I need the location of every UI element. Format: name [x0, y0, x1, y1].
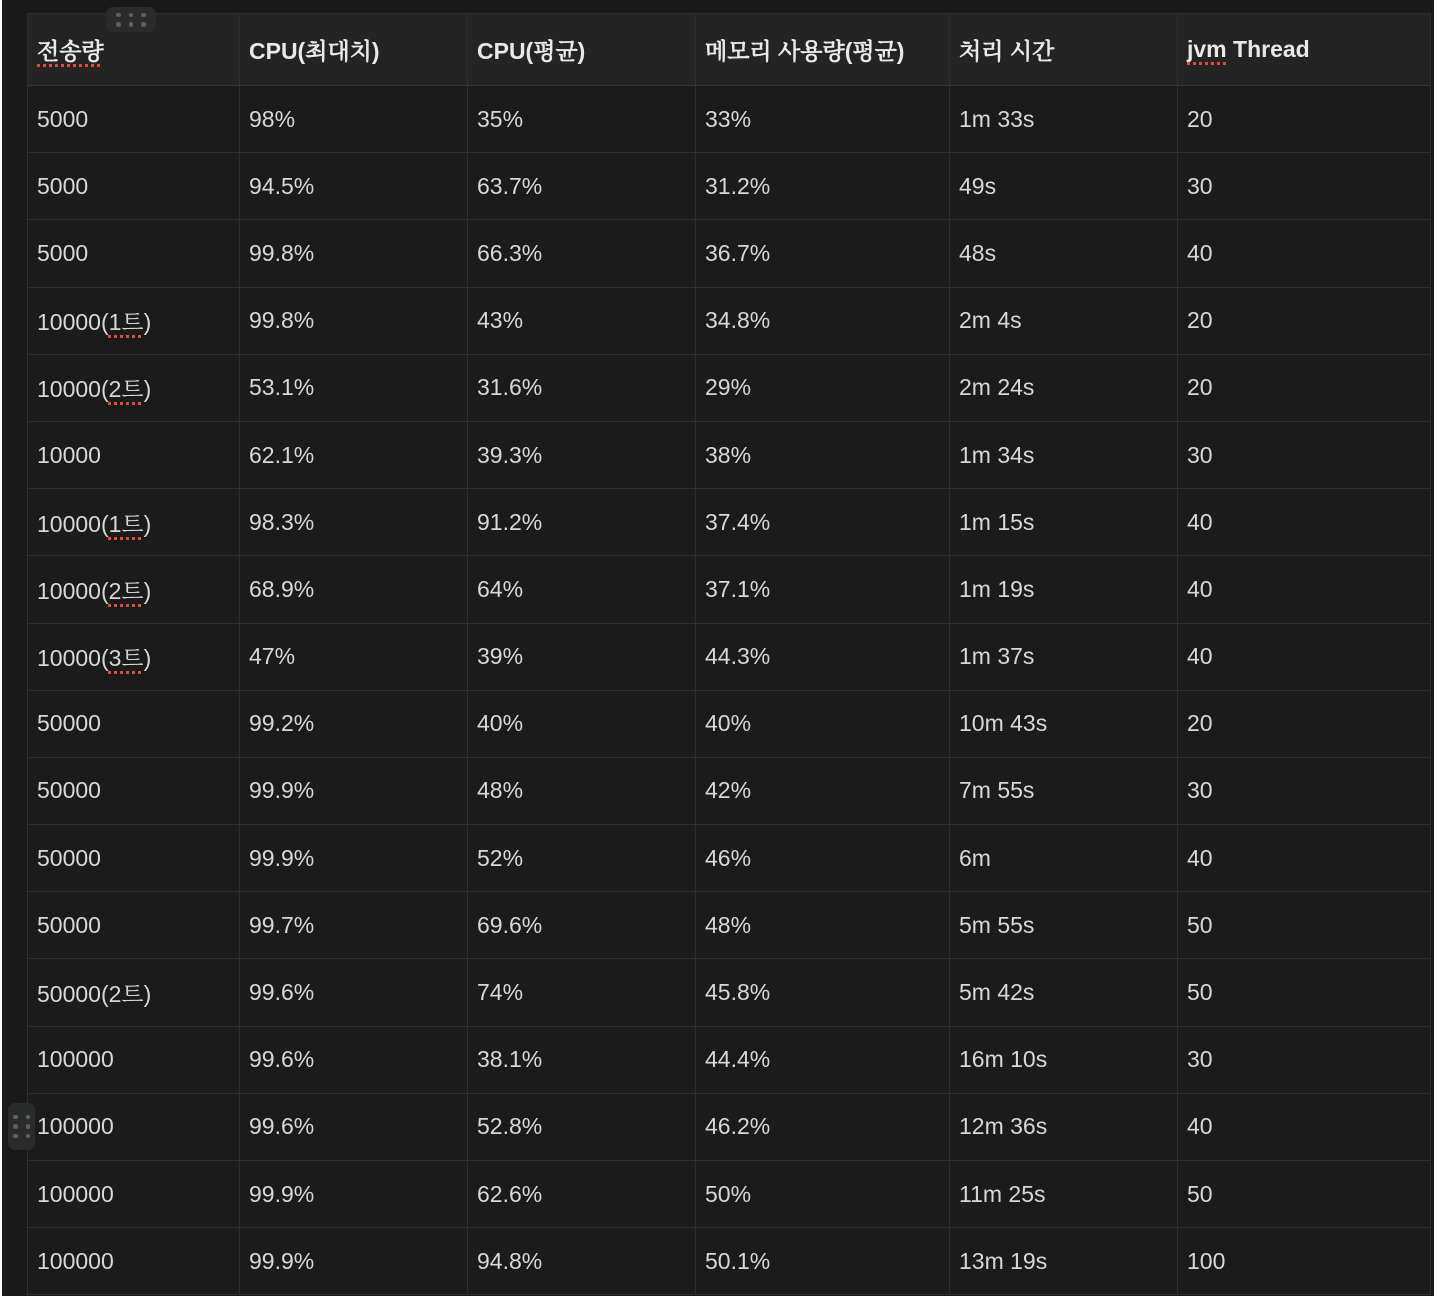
cell-cpu-max[interactable]: 99.6%: [240, 959, 468, 1026]
cell-memory-usage-avg[interactable]: 50%: [696, 1161, 950, 1228]
header-processing-time[interactable]: [950, 14, 1178, 86]
cell-cpu-avg[interactable]: 94.8%: [468, 1228, 696, 1295]
table-row: [28, 86, 1431, 153]
header-text: CPU(평균): [477, 38, 586, 64]
cell-transfer-amount[interactable]: [28, 287, 240, 354]
cell-jvm-thread[interactable]: 40: [1178, 489, 1431, 556]
table-row: [28, 757, 1431, 824]
cell-cpu-avg[interactable]: 38.1%: [468, 1026, 696, 1093]
cell-jvm-thread[interactable]: 40: [1178, 825, 1431, 892]
cell-cpu-avg[interactable]: 48%: [468, 757, 696, 824]
cell-memory-usage-avg[interactable]: 45.8%: [696, 959, 950, 1026]
cell-text: 50000: [37, 911, 101, 938]
cell-cpu-avg[interactable]: 43%: [468, 287, 696, 354]
cell-cpu-max[interactable]: 99.9%: [240, 1161, 468, 1228]
cell-jvm-thread[interactable]: 40: [1178, 623, 1431, 690]
cell-text: 10000(: [37, 376, 109, 403]
table-row: [28, 489, 1431, 556]
cell-processing-time[interactable]: 1m 34s: [950, 421, 1178, 488]
cell-processing-time[interactable]: 5m 55s: [950, 892, 1178, 959]
cell-processing-time[interactable]: 6m: [950, 825, 1178, 892]
cell-memory-usage-avg[interactable]: 31.2%: [696, 153, 950, 220]
cell-text: 50000(2트): [37, 981, 152, 1008]
cell-text: 100000: [37, 1247, 114, 1274]
cell-memory-usage-avg[interactable]: 29%: [696, 354, 950, 421]
cell-transfer-amount[interactable]: [28, 354, 240, 421]
cell-processing-time[interactable]: 12m 36s: [950, 1093, 1178, 1160]
cell-transfer-amount[interactable]: [28, 892, 240, 959]
cell-cpu-avg[interactable]: 69.6%: [468, 892, 696, 959]
table-row: [28, 1093, 1431, 1160]
table-row: [28, 1228, 1431, 1295]
cell-processing-time[interactable]: 2m 24s: [950, 354, 1178, 421]
cell-processing-time[interactable]: 13m 19s: [950, 1228, 1178, 1295]
cell-jvm-thread[interactable]: 50: [1178, 892, 1431, 959]
performance-table: [27, 13, 1431, 1295]
cell-text: 10000(: [37, 309, 109, 336]
cell-cpu-avg[interactable]: 52.8%: [468, 1093, 696, 1160]
table-body: [28, 86, 1431, 1295]
cell-cpu-avg[interactable]: 39%: [468, 623, 696, 690]
cell-transfer-amount[interactable]: [28, 1026, 240, 1093]
cell-memory-usage-avg[interactable]: 37.4%: [696, 489, 950, 556]
cell-cpu-max[interactable]: 53.1%: [240, 354, 468, 421]
cell-cpu-max[interactable]: 98.3%: [240, 489, 468, 556]
cell-transfer-amount[interactable]: [28, 489, 240, 556]
cell-processing-time[interactable]: 11m 25s: [950, 1161, 1178, 1228]
cell-cpu-max[interactable]: 99.6%: [240, 1026, 468, 1093]
table-row: [28, 959, 1431, 1026]
cell-text: 10000(: [37, 645, 109, 672]
cell-jvm-thread[interactable]: 50: [1178, 1161, 1431, 1228]
header-text: CPU(최대치): [249, 38, 380, 64]
cell-cpu-max[interactable]: 62.1%: [240, 421, 468, 488]
cell-cpu-max[interactable]: 99.6%: [240, 1093, 468, 1160]
cell-text: 100000: [37, 1180, 114, 1207]
cell-processing-time[interactable]: 10m 43s: [950, 690, 1178, 757]
table-header-row: [28, 14, 1431, 86]
page-background: [2, 0, 1434, 1296]
spellcheck-underlined-text: 2트: [108, 376, 144, 403]
header-cpu-avg[interactable]: [468, 14, 696, 86]
cell-text: ): [143, 510, 152, 537]
cell-cpu-max[interactable]: 99.9%: [240, 1228, 468, 1295]
cell-cpu-max[interactable]: 47%: [240, 623, 468, 690]
cell-memory-usage-avg[interactable]: 37.1%: [696, 556, 950, 623]
cell-jvm-thread[interactable]: 30: [1178, 153, 1431, 220]
cell-text: 50000: [37, 710, 101, 737]
table-row: [28, 354, 1431, 421]
cell-text: 100000: [37, 1046, 114, 1073]
cell-text: 100000: [37, 1113, 114, 1140]
cell-text: 10000(: [37, 510, 109, 537]
cell-transfer-amount[interactable]: [28, 153, 240, 220]
cell-cpu-avg[interactable]: 91.2%: [468, 489, 696, 556]
table-row: [28, 825, 1431, 892]
cell-transfer-amount[interactable]: [28, 86, 240, 153]
cell-processing-time[interactable]: 2m 4s: [950, 287, 1178, 354]
cell-transfer-amount[interactable]: [28, 959, 240, 1026]
header-cpu-max[interactable]: [240, 14, 468, 86]
cell-jvm-thread[interactable]: 20: [1178, 287, 1431, 354]
header-text: 메모리 사용량(평균): [705, 38, 905, 64]
cell-memory-usage-avg[interactable]: 44.4%: [696, 1026, 950, 1093]
cell-text: 10000(: [37, 577, 109, 604]
cell-text: 50000: [37, 844, 101, 871]
header-text: Thread: [1226, 36, 1310, 62]
cell-text: ): [143, 376, 152, 403]
cell-transfer-amount[interactable]: [28, 1093, 240, 1160]
spellcheck-underlined-text: 2트: [108, 577, 144, 604]
cell-jvm-thread[interactable]: 40: [1178, 556, 1431, 623]
cell-transfer-amount[interactable]: [28, 757, 240, 824]
cell-text: 10000: [37, 441, 101, 468]
header-jvm-thread[interactable]: [1178, 14, 1431, 86]
cell-processing-time[interactable]: 48s: [950, 220, 1178, 287]
cell-jvm-thread[interactable]: 30: [1178, 1026, 1431, 1093]
cell-transfer-amount[interactable]: [28, 1161, 240, 1228]
cell-cpu-avg[interactable]: 52%: [468, 825, 696, 892]
cell-processing-time[interactable]: 49s: [950, 153, 1178, 220]
cell-memory-usage-avg[interactable]: 48%: [696, 892, 950, 959]
cell-processing-time[interactable]: 1m 33s: [950, 86, 1178, 153]
table-row: [28, 153, 1431, 220]
cell-cpu-avg[interactable]: 74%: [468, 959, 696, 1026]
cell-processing-time[interactable]: 1m 19s: [950, 556, 1178, 623]
cell-transfer-amount[interactable]: [28, 220, 240, 287]
spellcheck-underlined-text: jvm: [1187, 36, 1227, 62]
cell-cpu-avg[interactable]: 62.6%: [468, 1161, 696, 1228]
performance-table-container: [27, 13, 1431, 1295]
cell-cpu-max[interactable]: 68.9%: [240, 556, 468, 623]
table-row: [28, 220, 1431, 287]
cell-text: 5000: [37, 172, 89, 199]
cell-cpu-max[interactable]: 99.8%: [240, 287, 468, 354]
cell-cpu-avg[interactable]: 64%: [468, 556, 696, 623]
cell-transfer-amount[interactable]: [28, 690, 240, 757]
cell-cpu-max[interactable]: 99.7%: [240, 892, 468, 959]
cell-transfer-amount[interactable]: [28, 623, 240, 690]
cell-jvm-thread[interactable]: 20: [1178, 354, 1431, 421]
cell-text: 5000: [37, 105, 89, 132]
column-drag-handle-icon[interactable]: [106, 7, 156, 32]
cell-cpu-avg[interactable]: 66.3%: [468, 220, 696, 287]
spellcheck-underlined-text: 전송량: [37, 38, 104, 64]
cell-processing-time[interactable]: 5m 42s: [950, 959, 1178, 1026]
table-row: [28, 892, 1431, 959]
cell-memory-usage-avg[interactable]: 33%: [696, 86, 950, 153]
cell-jvm-thread[interactable]: 20: [1178, 86, 1431, 153]
cell-cpu-max[interactable]: 99.2%: [240, 690, 468, 757]
cell-transfer-amount[interactable]: [28, 421, 240, 488]
table-row: [28, 1026, 1431, 1093]
six-dot-grid-icon: [13, 1115, 30, 1139]
cell-text: ): [143, 645, 152, 672]
cell-memory-usage-avg[interactable]: 50.1%: [696, 1228, 950, 1295]
cell-memory-usage-avg[interactable]: 36.7%: [696, 220, 950, 287]
table-row: [28, 623, 1431, 690]
cell-cpu-max[interactable]: 99.9%: [240, 757, 468, 824]
spellcheck-underlined-text: 1트: [108, 510, 144, 537]
cell-text: 50000: [37, 777, 101, 804]
cell-cpu-avg[interactable]: 39.3%: [468, 421, 696, 488]
cell-transfer-amount[interactable]: [28, 825, 240, 892]
table-row: [28, 556, 1431, 623]
spellcheck-underlined-text: 3트: [108, 645, 144, 672]
cell-memory-usage-avg[interactable]: 46.2%: [696, 1093, 950, 1160]
cell-processing-time[interactable]: 1m 15s: [950, 489, 1178, 556]
cell-cpu-avg[interactable]: 31.6%: [468, 354, 696, 421]
cell-jvm-thread[interactable]: 20: [1178, 690, 1431, 757]
spellcheck-underlined-text: 1트: [108, 309, 144, 336]
cell-cpu-avg[interactable]: 35%: [468, 86, 696, 153]
table-row: [28, 421, 1431, 488]
cell-transfer-amount[interactable]: [28, 1228, 240, 1295]
cell-cpu-max[interactable]: 99.9%: [240, 825, 468, 892]
header-memory-usage-avg[interactable]: [696, 14, 950, 86]
cell-jvm-thread[interactable]: 30: [1178, 421, 1431, 488]
cell-cpu-avg[interactable]: 40%: [468, 690, 696, 757]
cell-processing-time[interactable]: 1m 37s: [950, 623, 1178, 690]
cell-text: 5000: [37, 239, 89, 266]
cell-jvm-thread[interactable]: 50: [1178, 959, 1431, 1026]
cell-memory-usage-avg[interactable]: 38%: [696, 421, 950, 488]
cell-memory-usage-avg[interactable]: 42%: [696, 757, 950, 824]
cell-text: ): [143, 309, 152, 336]
cell-cpu-avg[interactable]: 63.7%: [468, 153, 696, 220]
cell-cpu-max[interactable]: 99.8%: [240, 220, 468, 287]
cell-memory-usage-avg[interactable]: 46%: [696, 825, 950, 892]
table-row: [28, 287, 1431, 354]
cell-text: ): [143, 577, 152, 604]
cell-memory-usage-avg[interactable]: 40%: [696, 690, 950, 757]
cell-memory-usage-avg[interactable]: 44.3%: [696, 623, 950, 690]
cell-processing-time[interactable]: 7m 55s: [950, 757, 1178, 824]
cell-cpu-max[interactable]: 94.5%: [240, 153, 468, 220]
table-row: [28, 1161, 1431, 1228]
row-drag-handle-icon[interactable]: [8, 1103, 35, 1150]
cell-memory-usage-avg[interactable]: 34.8%: [696, 287, 950, 354]
cell-transfer-amount[interactable]: [28, 556, 240, 623]
cell-jvm-thread[interactable]: 40: [1178, 220, 1431, 287]
cell-cpu-max[interactable]: 98%: [240, 86, 468, 153]
table-row: [28, 690, 1431, 757]
cell-processing-time[interactable]: 16m 10s: [950, 1026, 1178, 1093]
header-text: 처리 시간: [959, 38, 1055, 64]
cell-jvm-thread[interactable]: 30: [1178, 757, 1431, 824]
cell-jvm-thread[interactable]: 40: [1178, 1093, 1431, 1160]
cell-jvm-thread[interactable]: 100: [1178, 1228, 1431, 1295]
six-dot-grid-icon: [116, 13, 146, 27]
